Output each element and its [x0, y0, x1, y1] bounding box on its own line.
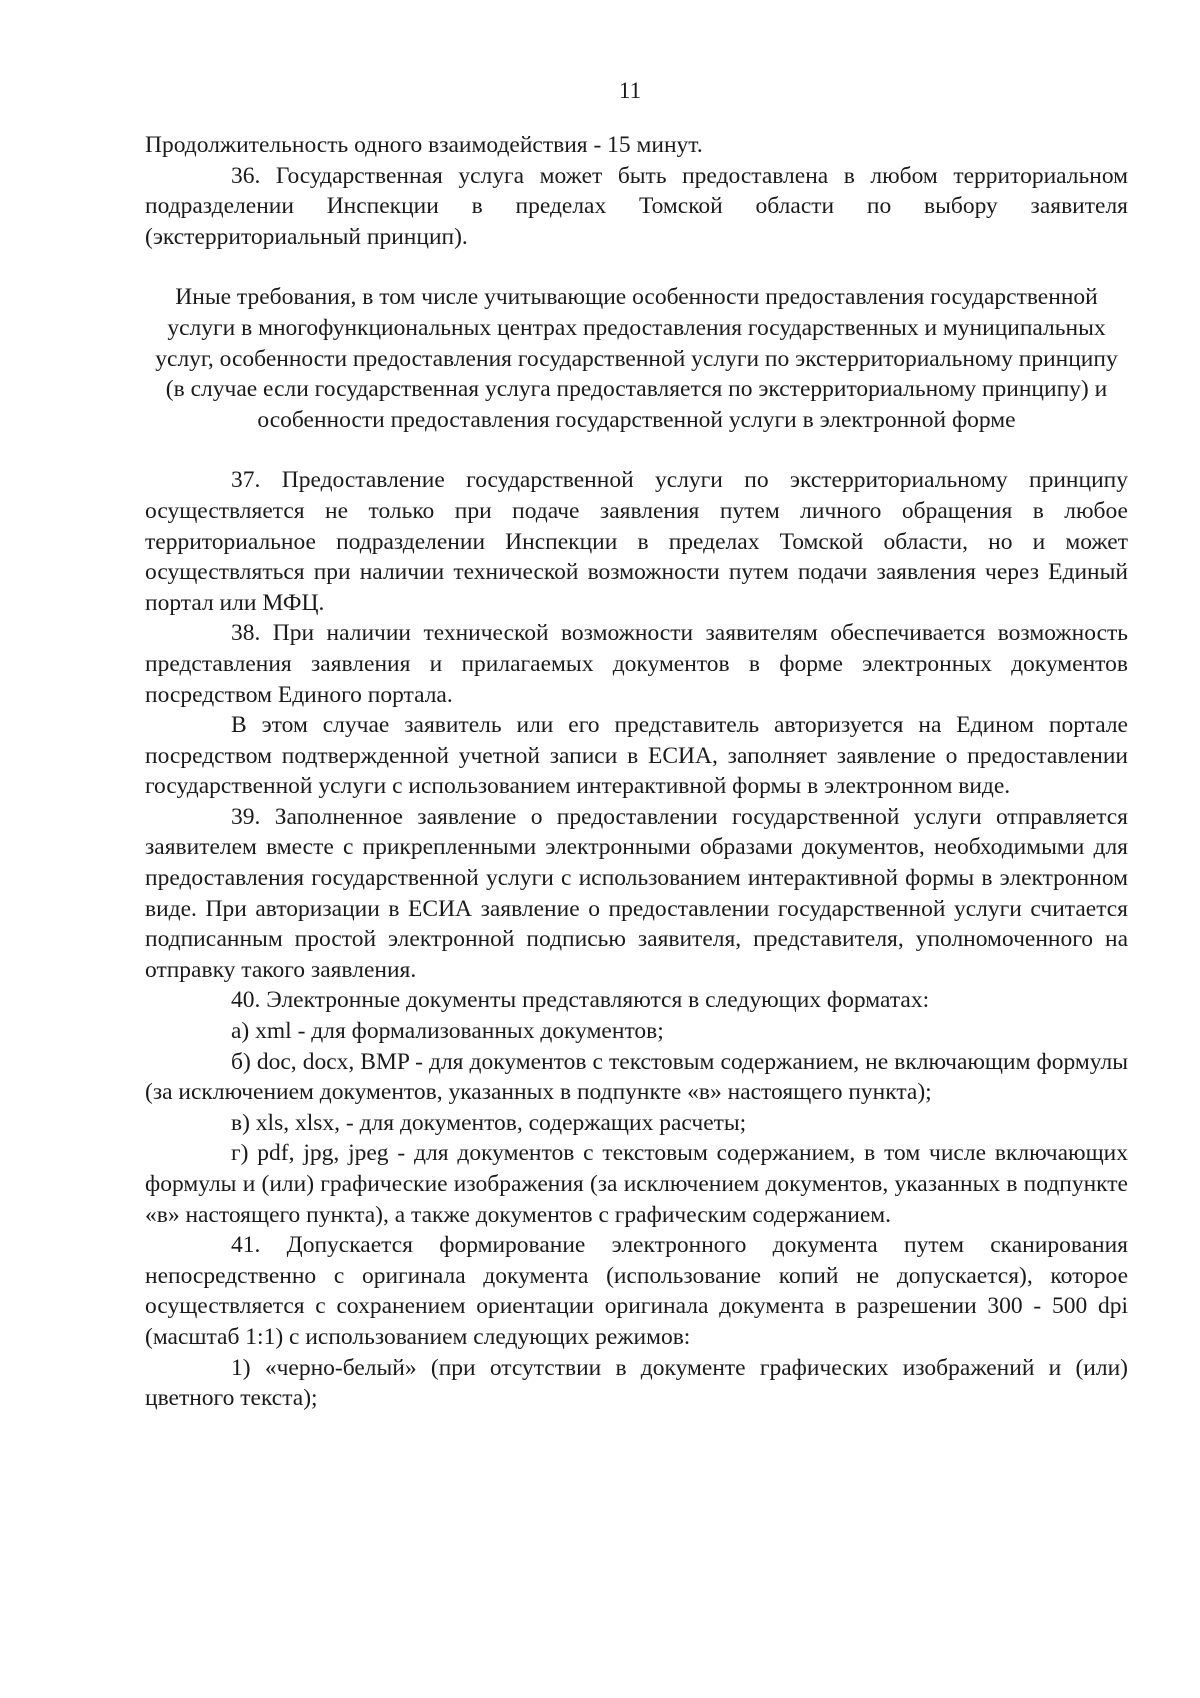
- paragraph-37: 37. Предоставление государственной услуги по экстерриториальному принципу осуществляется не только при подаче заявления путем личного обращения в любое территориальное подразделении Инспекции в пределах Томской области, но и может осуществляться при наличии технической возможности путем подачи заявления через Единый портал или МФЦ.: [145, 467, 1128, 616]
- list-item-g: г) pdf, jpg, jpeg - для документов с текстовым содержанием, в том числе включающих формулы и (или) графические изображения (за исключением документов, указанных в подпункте «в» настоящего пункта), а также документов с графическим содержанием.: [145, 1140, 1128, 1228]
- document-body: [145, 130, 1128, 1414]
- list-item-1: 1) «черно-белый» (при отсутствии в документе графических изображений и (или) цветного текста);: [145, 1354, 1128, 1412]
- list-item-a: а) xml - для формализованных документов;: [231, 1018, 664, 1045]
- page-number: 11: [618, 78, 642, 103]
- section-heading: Иные требования, в том числе учитывающие особенности предоставления государственной услуги в многофункциональных центрах предоставления государственных и муниципальных услуг, особенности предоставления государственной услуги по экстерриториальному принципу (в случае если государственная услуга предоставляется по экстерриториальному принципу) и особенности предоставления государственной услуги в электронной форме: [155, 284, 1118, 433]
- paragraph-38: 38. При наличии технической возможности заявителям обеспечивается возможность представления заявления и прилагаемых документов в форме электронных документов посредством Единого портала.: [145, 620, 1128, 708]
- list-item-b: б) doc, docx, BMP - для документов с текстовым содержанием, не включающим формулы (за исключением документов, указанных в подпункте «в» настоящего пункта);: [145, 1048, 1128, 1106]
- paragraph-39: 39. Заполненное заявление о предоставлении государственной услуги отправляется заявителем вместе с прикрепленными электронными образами документов, необходимыми для предоставления государственной услуги с использованием интерактивной формы в электронном виде. При авторизации в ЕСИА заявление о предоставлении государственной услуги считается подписанным простой электронной подписью заявителя, представителя, уполномоченного на отправку такого заявления.: [145, 803, 1128, 983]
- paragraph-38-continued: В этом случае заявитель или его представитель авторизуется на Едином портале посредством подтвержденной учетной записи в ЕСИА, заполняет заявление о предоставлении государственной услуги с использованием интерактивной формы в электронном виде.: [145, 712, 1128, 800]
- paragraph-40: 40. Электронные документы представляются в следующих форматах:: [231, 987, 930, 1014]
- list-item-v: в) xls, xlsx, - для документов, содержащих расчеты;: [231, 1109, 747, 1136]
- paragraph-duration: Продолжительность одного взаимодействия - 15 минут.: [145, 132, 703, 158]
- paragraph-41: 41. Допускается формирование электронного документа путем сканирования непосредственно с оригинала документа (использование копий не допускается), которое осуществляется с сохранением ориентации оригинала документа в разрешении 300 - 500 dpi (масштаб 1:1) с использованием следующих режимов:: [145, 1232, 1128, 1350]
- paragraph-36: 36. Государственная услуга может быть предоставлена в любом территориальном подразделении Инспекции в пределах Томской области по выбору заявителя (экстерриториальный принцип).: [145, 162, 1128, 250]
